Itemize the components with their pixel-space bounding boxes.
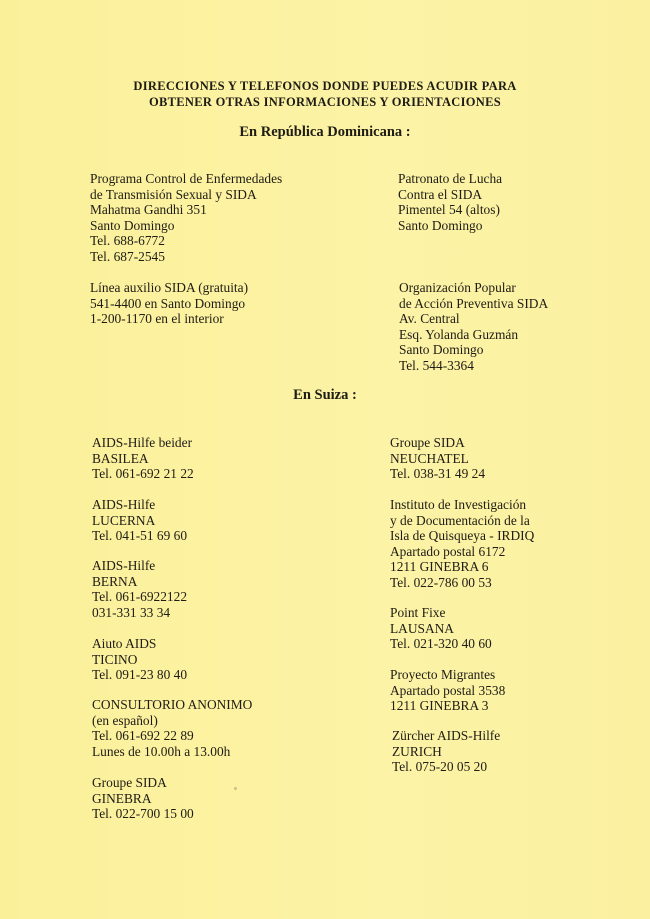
phone-line: 1-200-1170 en el interior [90,311,224,327]
address-line: Pimentel 54 (altos) [398,202,500,218]
address-block [390,667,505,714]
phone-line: Tel. 544-3364 [399,357,474,373]
address-line: AIDS-Hilfe [92,497,156,512]
address-line: Av. Central [399,311,460,327]
address-line: LAUSANA [390,620,454,636]
phone-line: Tel. 021-320 40 60 [390,636,492,652]
address-block [390,497,534,591]
address-block [398,171,502,233]
address-line: Mahatma Gandhi 351 [90,202,207,218]
address-line: ZURICH [392,743,442,759]
address-line: BERNA [92,573,138,589]
address-line: Groupe SIDA [92,775,167,790]
address-line: de Acción Preventiva SIDA [399,295,549,311]
address-line: y de Documentación de la [390,512,530,528]
phone-line: Tel. 091-23 80 40 [92,667,188,683]
phone-line: 541-4400 en Santo Domingo [90,295,246,311]
paper-speck [234,787,237,790]
address-block [392,728,500,775]
phone-line: Tel. 061-692 22 89 [92,728,194,744]
address-block [390,435,485,482]
phone-line: Tel. 061-6922122 [92,589,188,605]
address-line: NEUCHATEL [390,450,469,466]
address-line: AIDS-Hilfe [92,558,156,573]
phone-line: Tel. 022-786 00 53 [390,574,492,590]
address-line: TICINO [92,651,138,667]
address-block [92,636,187,683]
address-block [92,775,194,822]
address-line: Programa Control de Enfermedades [90,171,283,186]
address-line: de Transmisión Sexual y SIDA [90,186,257,202]
heading-line-2: OBTENER OTRAS INFORMACIONES Y ORIENTACIONES [148,95,502,109]
heading-line-1: DIRECCIONES Y TELEFONOS DONDE PUEDES ACUDIR PARA [133,79,517,93]
address-line: 1211 GINEBRA 6 [390,559,489,575]
address-line: Santo Domingo [398,217,483,233]
address-line: Contra el SIDA [398,186,483,202]
address-block [390,605,492,652]
address-line: AIDS-Hilfe beider [92,435,193,450]
phone-line: Tel. 075-20 05 20 [392,759,488,775]
address-line: Organización Popular [399,280,516,295]
address-line: Instituto de Investigación [390,497,527,512]
address-block [399,280,548,374]
phone-line: Tel. 061-692 21 22 [92,466,194,482]
section-title-dominicana: En República Dominicana : [239,124,411,140]
phone-line: Tel. 041-51 69 60 [92,528,188,544]
phone-line: Tel. 688-6772 [90,233,165,249]
address-line: Apartado postal 6172 [390,543,506,559]
address-line: Santo Domingo [90,217,175,233]
section-title-suiza: En Suiza : [293,387,357,403]
address-line: Proyecto Migrantes [390,667,496,682]
phone-line: Tel. 022-700 15 00 [92,806,194,822]
address-line: 1211 GINEBRA 3 [390,698,489,714]
address-line: Línea auxilio SIDA (gratuita) [90,280,249,295]
address-line: Esq. Yolanda Guzmán [399,326,519,342]
address-line: CONSULTORIO ANONIMO [92,697,253,712]
address-block [92,697,252,759]
page-heading [0,78,650,110]
address-line: (en español) [92,712,158,728]
address-line: Zürcher AIDS-Hilfe [392,728,501,743]
hours-line: Lunes de 10.00h a 13.00h [92,743,231,759]
address-line: Groupe SIDA [390,435,465,450]
address-line: Isla de Quisqueya - IRDIQ [390,528,535,544]
address-line: Point Fixe [390,605,446,620]
address-line: Aiuto AIDS [92,636,157,651]
address-block [92,497,187,544]
address-block [90,280,248,327]
address-line: Patronato de Lucha [398,171,503,186]
phone-line: Tel. 038-31 49 24 [390,466,486,482]
address-line: Apartado postal 3538 [390,682,506,698]
phone-line: 031-331 33 34 [92,604,171,620]
address-line: LUCERNA [92,512,156,528]
phone-line: Tel. 687-2545 [90,248,165,264]
address-block [90,171,282,265]
address-line: GINEBRA [92,790,152,806]
address-block [92,558,187,620]
address-line: BASILEA [92,450,149,466]
address-block [92,435,194,482]
address-line: Santo Domingo [399,342,484,358]
